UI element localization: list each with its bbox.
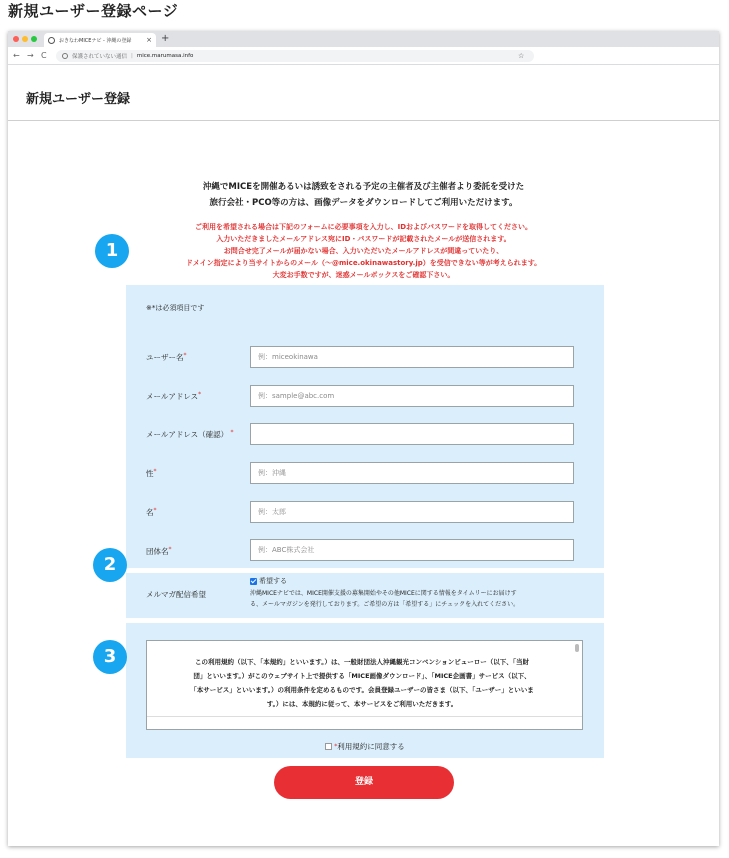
email-confirm-label: メールアドレス（確認） * [146,429,234,439]
mailmag-option[interactable] [250,576,287,586]
mailmag-checkbox[interactable] [250,578,257,585]
required-mark: * [183,352,187,359]
notice-line: ご利用を希望される場合は下記のフォームに必要事項を入力し、IDおよびパスワードを取得してください。 [194,223,533,231]
agree-checkbox[interactable] [325,743,332,750]
username-input[interactable] [250,346,574,368]
email-label: メールアドレス* [146,391,202,401]
mailmag-description-line: る、メールマガジンを発行しております。ご希望の方は「希望する」にチェックを入れてください。 [250,601,520,608]
required-note: ※*は必須項目です [146,304,205,312]
terms-line: す。）には、本規約に従って、本サービスをご利用いただきます。 [266,700,458,708]
required-mark: * [230,429,234,436]
organization-input[interactable] [250,539,574,561]
notice-line: ドメイン指定により当サイトからのメール（〜@mice.okinawastory.jp）を受信できない等が考えられます。 [185,259,542,267]
browser-tab[interactable] [44,33,156,47]
browser-toolbar [8,47,719,65]
security-status: 保護されていない通信 [72,54,128,60]
reload-icon[interactable]: C [41,51,47,60]
info-icon[interactable] [62,53,68,59]
step-badge-3: 3 [93,640,127,674]
terms-line: 団」といいます。）がこのウェブサイト上で提供する「MICE画像ダウンロード」、「MICE企画書」サービス（以下、 [193,672,531,680]
terms-line: この利用規約（以下、「本規約」といいます。）は、一般財団法人沖縄観光コンベンションビューロー（以下、「当財 [195,658,529,666]
agree-option[interactable] [126,741,604,752]
intro-text [8,179,719,211]
mailmag-label: メルマガ配信希望 [146,590,206,599]
username-label: ユーザー名* [146,352,187,362]
back-arrow-icon[interactable]: ← [13,51,20,60]
terms-scrollbar[interactable] [575,644,579,652]
terms-panel [126,623,604,758]
required-mark: * [168,546,172,553]
tab-bar [8,31,719,47]
new-tab-button[interactable]: + [161,33,170,44]
required-mark: * [198,391,202,398]
required-mark: * [153,468,157,475]
notice-line: お問合せ完了メールが届かない場合、入力いただいたメールアドレスが間違っていたり、 [223,247,504,255]
email-confirm-input[interactable] [250,423,574,445]
tab-title: おきなわMICEナビ - 沖縄の登録 [59,37,132,44]
required-mark: * [153,507,157,514]
tab-close-icon[interactable]: × [146,35,152,44]
intro-line: 沖縄でMICEを開催あるいは誘致をされる予定の主催者及び主催者より委託を受けた [202,182,525,192]
page-title: 新規ユーザー登録 [26,92,131,107]
mailmag-description-line: 沖縄MICEナビでは、MICE開催支援の募集開始やその他MICEに関する情報をタイムリーにお届けす [250,590,517,597]
register-button[interactable]: 登録 [274,766,454,799]
last-name-label: 性* [146,468,157,478]
page-caption: 新規ユーザー登録ページ [8,2,179,20]
required-mark: * [334,743,338,750]
notice-line: 入力いただきましたメールアドレス宛にID・パスワードが記載されたメールが送信されます。 [216,235,511,243]
globe-icon [48,37,55,44]
terms-line: 「本サービス」といいます。）の利用条件を定めるものです。会員登録ユーザーの皆さま（以下、「ユーザー」といいま [190,686,534,694]
first-name-label: 名* [146,507,157,517]
maximize-window-icon[interactable] [31,36,37,42]
terms-divider [147,716,582,717]
mailmag-description [250,588,590,610]
first-name-input[interactable] [250,501,574,523]
browser-window [8,31,719,846]
step-badge-1: 1 [95,234,129,268]
user-info-panel [126,285,604,568]
intro-line: 旅行会社・PCO等の方は、画像データをダウンロードしてご利用いただけます。 [209,198,518,208]
email-input[interactable] [250,385,574,407]
terms-scroll-box[interactable] [146,640,583,730]
address-bar[interactable] [56,50,534,62]
last-name-input[interactable] [250,462,574,484]
terms-text [157,655,567,711]
mailmag-panel [126,573,604,618]
close-window-icon[interactable] [13,36,19,42]
site-header [8,66,719,121]
bookmark-star-icon[interactable]: ☆ [518,52,525,60]
step-badge-2: 2 [93,548,127,582]
address-separator: | [131,53,133,59]
forward-arrow-icon[interactable]: → [27,51,34,60]
organization-label: 団体名* [146,546,172,556]
minimize-window-icon[interactable] [22,36,28,42]
mailmag-checkbox-label[interactable]: 希望する [259,577,287,585]
agree-label[interactable]: 利用規約に同意する [337,742,405,751]
notice-line: 大変お手数ですが、迷惑メールボックスをご確認下さい。 [272,271,455,279]
url-text[interactable]: mice.marumasa.info [136,53,194,59]
